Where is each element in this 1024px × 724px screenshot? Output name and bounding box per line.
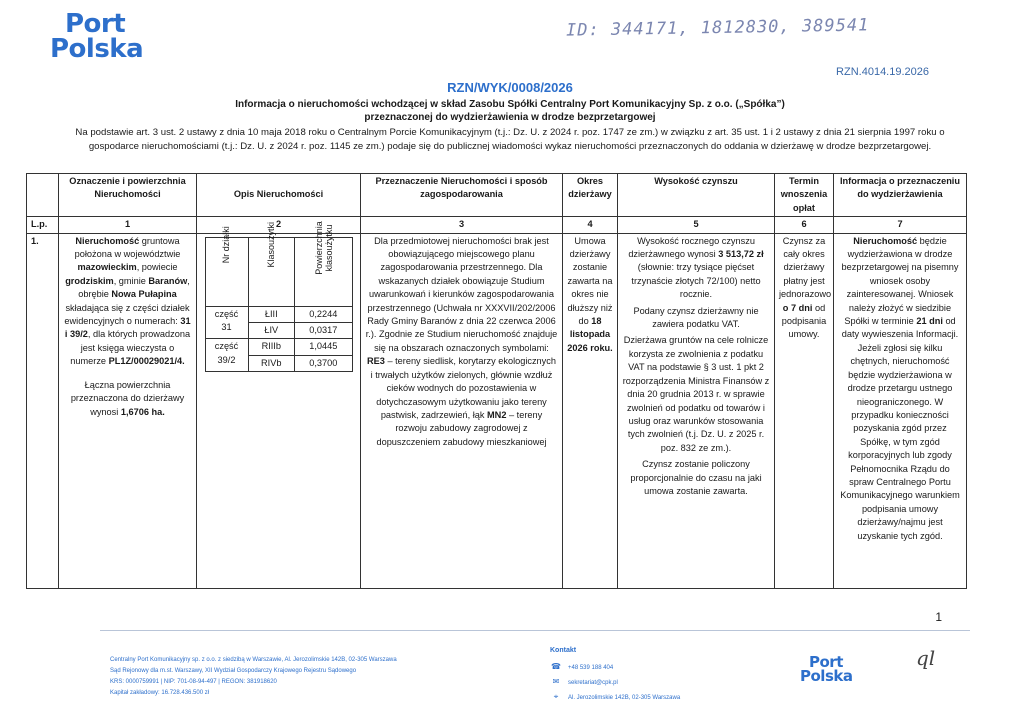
plots-head-area	[295, 220, 352, 306]
plot-area: 1,0445	[295, 339, 352, 355]
footer-company-info	[110, 655, 397, 699]
t: (słownie: trzy tysiące pięćset trzynaście złotych 72/100) netto rocznie.	[631, 262, 761, 300]
header-description: Opis Nieruchomości	[197, 174, 361, 217]
header-lp-empty	[27, 174, 59, 217]
col-number: 2	[197, 217, 361, 233]
col-number: 1	[59, 217, 197, 233]
col-number: 4	[563, 217, 618, 233]
phone-icon: ☎	[551, 662, 561, 671]
brand-logo	[50, 9, 144, 64]
email-address[interactable]: sekretariat@cpk.pl	[568, 680, 618, 686]
t: Czynsz za cały okres dzierżawy płatny jest jednorazowo	[779, 235, 832, 300]
t: Czynsz zostanie policzony proporcjonalnie do czasu na jaki umowa zostanie zawarta.	[630, 459, 762, 496]
handwritten-initials: ql	[916, 646, 936, 670]
handwritten-id: ID: 344171, 1812830, 389541	[565, 15, 870, 41]
col-number: 5	[618, 217, 775, 233]
footer-contact-title: Kontakt	[550, 647, 577, 654]
logo-line-polska: Polska	[800, 667, 853, 686]
plot-area: 0,0317	[295, 323, 352, 339]
t: klasoużytku	[323, 224, 334, 272]
t: 21 dni	[916, 316, 943, 327]
phone-number[interactable]: +48 539 188 404	[568, 665, 614, 671]
t: Sąd Rejonowy dla m.st. Warszawy, XII Wydział Gospodarczy Krajowego Rejestru Sądowego	[110, 668, 357, 674]
plot-class: ŁIV	[248, 323, 295, 339]
logo-line-polska: Polska	[50, 33, 144, 64]
document-heading	[60, 80, 960, 154]
t: – tereny siedlisk, korytarzy ekologicznych i trwałych użytków zielonych, głównie wzdłuż cieków wodnych do pozostawienia w dotychczasowym użytkowaniu jako tereny pastwisk, zadrzewień, łąk	[370, 356, 556, 420]
plot-area: 0,3700	[295, 355, 352, 371]
t: Dla przedmiotowej nieruchomości brak jest obowiązującego miejscowego planu zagospodarowania przestrzennego. Dla wskazanych działek obowiązuje Studium uwarunkowań i kierunków zagospodarowania przestrzennego (Uchwała nr XXXVII/202/2006 Rady Gminy Baranów z dnia 22 czerwca 2006 r.). Zgodnie ze Studium nieruchomość znajduje się na obszarach oznaczonych symbolami:	[365, 235, 558, 353]
footer-contact	[550, 660, 680, 705]
t: Umowa dzierżawy zostanie zawarta na okres nie dłuższy niż do	[567, 235, 613, 327]
t: grodziskim	[65, 275, 114, 286]
table-row	[27, 233, 967, 588]
legal-basis: Na podstawie art. 3 ust. 2 ustawy z dnia 10 maja 2018 roku o Centralnym Porcie Komunikacyjnym (t.j.: Dz. U. z 2024 r. poz. 1747 ze zm.) w związku z art. 35 ust. 1 i 2 ustawy z dnia 21 sierpnia 1997 roku o gospodarce nieruchomościami (t.j.: Dz. U. z 2024 r. poz. 1145 ze zm.) podaje się do publicznej wiadomości wykaz nieruchomości przeznaczonych do oddania w dzierżawę w drodze bezprzetargowej.	[75, 127, 945, 152]
plot-class: RIIIb	[248, 339, 295, 355]
lease-period-cell	[563, 233, 618, 588]
footer-logo	[800, 655, 852, 684]
t: od daty wywieszenia Informacji. Jeżeli zgłosi się kilku chętnych, nieruchomość będzie wydzierżawiona w drodze przetargu ustnego nieograniczonego. W przypadku konieczności pozyskania zgód przez Spółkę, w tym zgód korporacyjnych lub zgody Pełnomocnika Rządu do spraw Centralnego Portu Komunikacyjnego warunkiem podpisania umowy dzierżawy/najmu jest uzyskanie tych zgód.	[840, 316, 960, 541]
header-rent: Wysokość czynszu	[618, 174, 775, 217]
t: Nieruchomość	[853, 235, 918, 246]
t: RE3	[367, 356, 385, 367]
plots-head-number: Nr działki	[205, 237, 248, 306]
column-number-row	[27, 217, 967, 233]
t: MN2	[487, 409, 507, 420]
total-area-value: 1,6706 ha.	[120, 406, 165, 417]
header-purpose: Przeznaczenie Nieruchomości i sposób zagospodarowania	[361, 174, 563, 217]
header-lp: L.p.	[27, 217, 59, 233]
plot-row	[205, 339, 352, 355]
document-number: RZN/WYK/0008/2026	[447, 80, 573, 95]
footer-divider	[100, 630, 970, 631]
table-header-row	[27, 174, 967, 217]
header-payment-term: Termin wnoszenia opłat	[775, 174, 834, 217]
t: od podpisania umowy.	[781, 302, 827, 340]
t: , obrębie	[78, 275, 190, 300]
document-subtitle-1: Informacja o nieruchomości wchodzącej w skład Zasobu Spółki Centralny Port Komunikacyjny Sp. z o.o. („Spółka”)	[235, 99, 785, 110]
t: Centralny Port Komunikacyjny sp. z o.o. z siedzibą w Warszawie, Al. Jerozolimskie 142B, 02-305 Warszawa	[110, 657, 397, 663]
header-lease-period: Okres dzierżawy	[563, 174, 618, 217]
header-designation: Oznaczenie i powierzchnia Nieruchomości	[59, 174, 197, 217]
header-lease-info: Informacja o przeznaczeniu do wydzierżawienia	[834, 174, 967, 217]
location-icon: ⌖	[553, 692, 559, 701]
t: 18 listopada 2026 roku.	[567, 316, 613, 353]
t: Wysokość rocznego czynszu dzierżawnego wynosi	[628, 235, 755, 260]
row-lp: 1.	[27, 233, 59, 588]
email-icon: ✉	[552, 677, 560, 686]
col-number: 3	[361, 217, 563, 233]
t: Baranów	[148, 275, 188, 286]
logo-line-port: Port	[65, 9, 126, 39]
plots-head-class: Klasoużytki	[248, 237, 295, 306]
logo-line-port: Port	[809, 653, 843, 671]
reference-number: RZN.4014.19.2026	[836, 66, 929, 78]
plot-number: część 39/2	[205, 339, 248, 372]
t: 3 513,72 zł	[718, 249, 764, 260]
t: Nowa Pułapina	[111, 289, 177, 300]
plots-table	[205, 220, 353, 373]
property-purpose-cell	[361, 233, 563, 588]
t: o 7 dni	[782, 302, 813, 313]
t: Powierzchnia	[313, 220, 324, 275]
t: mazowieckim	[77, 262, 137, 273]
plot-class: ŁIII	[248, 306, 295, 322]
plot-area: 0,2244	[295, 306, 352, 322]
col-number: 6	[775, 217, 834, 233]
t: składająca się z części działek ewidencyjnych o numerach:	[64, 302, 190, 327]
plot-number: część 31	[205, 306, 248, 339]
rent-cell	[618, 233, 775, 588]
t: Kapitał zakładowy: 16.728.436.500 zł	[110, 690, 210, 696]
t: będzie wydzierżawiona w drodze bezprzetargowej na pisemny wniosek osoby zainteresowanej. Wniosek należy złożyć w siedzibie Spółki w terminie	[841, 235, 959, 327]
t: , powiecie	[136, 262, 178, 273]
page-number: 1	[935, 610, 942, 624]
t: Dzierżawa gruntów na cele rolnicze korzysta ze zwolnienia z podatku VAT na podstawie § 3 ust. 1 pkt 2 rozporządzenia Ministra Finansów z dnia 20 grudnia 2013 r. w sprawie zwolnień od podatku od towarów i usług oraz warunków stosowania tych zwolnień (t.j. Dz. U. z 2025 r. poz. 832 ze zm.).	[622, 335, 770, 453]
property-designation-cell	[59, 233, 197, 588]
total-area-label: Łączna powierzchnia przeznaczona do dzierżawy wynosi	[70, 379, 185, 417]
lease-info-cell	[834, 233, 967, 588]
t: , dla których prowadzona jest księga wieczysta o numerze	[70, 329, 191, 367]
col-number: 7	[834, 217, 967, 233]
plot-row	[205, 306, 352, 322]
t: , gminie	[113, 275, 149, 286]
postal-address: Al. Jerozolimskie 142B, 02-305 Warszawa	[568, 695, 681, 701]
t: – tereny rozwoju zabudowy zagrodowej z dopuszczeniem zabudowy mieszkaniowej	[376, 409, 547, 447]
t: 31 i 39/2	[64, 316, 191, 340]
document-subtitle-2: przeznaczonej do wydzierżawienia w drodze bezprzetargowej	[364, 112, 656, 123]
property-table	[26, 173, 967, 589]
payment-term-cell	[775, 233, 834, 588]
plot-class: RIVb	[248, 355, 295, 371]
t: gruntowa położona w województwie	[74, 235, 181, 260]
t: Nieruchomość	[75, 235, 140, 246]
t: PL1Z/00029021/4.	[108, 356, 185, 367]
property-description-cell	[197, 220, 361, 588]
t: Podany czynsz dzierżawny nie zawiera podatku VAT.	[633, 305, 759, 330]
t: KRS: 0000759991 | NIP: 701-08-94-497 | REGON: 381918620	[110, 679, 277, 685]
